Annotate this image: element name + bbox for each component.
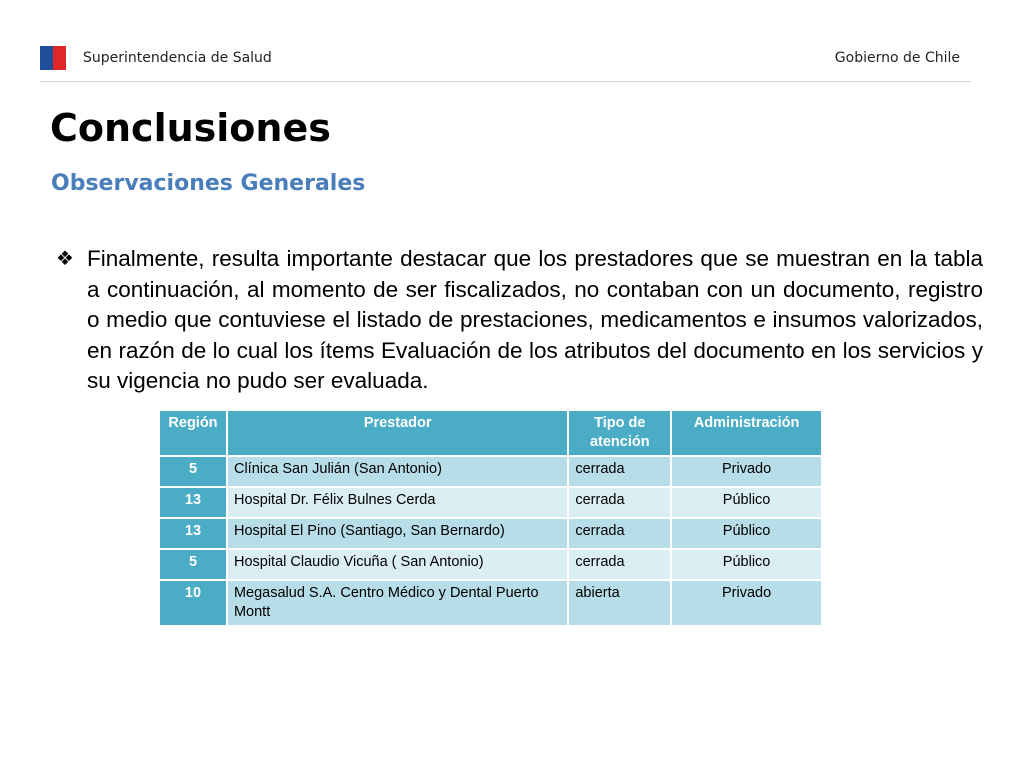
- cell-prestador: Hospital Dr. Félix Bulnes Cerda: [227, 487, 568, 518]
- header-prestador: Prestador: [227, 410, 568, 456]
- table-row: [159, 487, 822, 518]
- header-administracion: Administración: [671, 410, 822, 456]
- cell-administracion: Privado: [671, 456, 822, 487]
- government-label: Gobierno de Chile: [834, 50, 960, 66]
- header-tipo-atencion: Tipo de atención: [568, 410, 671, 456]
- cell-tipo: cerrada: [568, 518, 671, 549]
- cell-administracion: Público: [671, 549, 822, 580]
- table-header-row: [159, 410, 822, 456]
- cell-region: 13: [159, 518, 227, 549]
- cell-prestador: Megasalud S.A. Centro Médico y Dental Puerto Montt: [227, 580, 568, 626]
- header-divider: [40, 81, 971, 82]
- cell-administracion: Privado: [671, 580, 822, 626]
- slide-subtitle: Observaciones Generales: [51, 171, 366, 196]
- providers-table: [158, 409, 823, 627]
- cell-tipo: cerrada: [568, 549, 671, 580]
- cell-tipo: abierta: [568, 580, 671, 626]
- header-region: Región: [159, 410, 227, 456]
- cell-prestador: Hospital El Pino (Santiago, San Bernardo): [227, 518, 568, 549]
- table-row: [159, 518, 822, 549]
- slide-title: Conclusiones: [50, 106, 331, 150]
- cell-tipo: cerrada: [568, 487, 671, 518]
- cell-tipo: cerrada: [568, 456, 671, 487]
- table-row: [159, 456, 822, 487]
- cell-prestador: Clínica San Julián (San Antonio): [227, 456, 568, 487]
- table-row: [159, 549, 822, 580]
- cell-region: 10: [159, 580, 227, 626]
- cell-region: 5: [159, 456, 227, 487]
- table-row: [159, 580, 822, 626]
- cell-region: 13: [159, 487, 227, 518]
- org-name: Superintendencia de Salud: [83, 50, 272, 66]
- cell-administracion: Público: [671, 518, 822, 549]
- cell-prestador: Hospital Claudio Vicuña ( San Antonio): [227, 549, 568, 580]
- diamond-bullet-icon: ❖: [56, 246, 74, 270]
- bullet-item: [56, 244, 983, 397]
- cell-administracion: Público: [671, 487, 822, 518]
- bullet-text: Finalmente, resulta importante destacar que los prestadores que se muestran en la tabla a continuación, al momento de ser fiscalizados, no contaban con un documento, registro o medio que contuviese el listado de prestaciones, medicamentos e insumos valorizados, en razón de lo cual los ítems Evaluación de los atributos del documento en los servicios y su vigencia no pudo ser evaluada.: [87, 246, 983, 393]
- chile-flag-logo: [40, 46, 66, 70]
- cell-region: 5: [159, 549, 227, 580]
